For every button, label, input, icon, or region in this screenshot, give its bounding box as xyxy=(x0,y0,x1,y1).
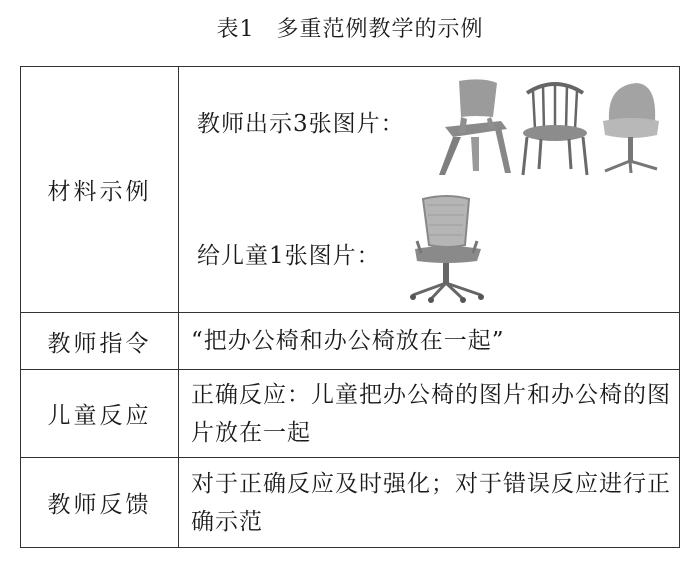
row-label-materials: 材料示例 xyxy=(21,67,179,313)
row-label-instruction: 教师指令 xyxy=(21,313,179,370)
swivel-lounge-chair-icon xyxy=(597,81,663,175)
instruction-cell: “把办公椅和办公椅放在一起” xyxy=(179,313,680,370)
caption-title: 多重范例教学的示例 xyxy=(276,17,484,42)
table-row xyxy=(21,67,680,313)
feedback-cell: 对于正确反应及时强化；对于错误反应进行正确示范 xyxy=(179,458,680,548)
wooden-windsor-chair-icon xyxy=(519,75,591,177)
row-label-child-response: 儿童反应 xyxy=(21,370,179,458)
materials-cell xyxy=(179,67,680,313)
plastic-chair-icon xyxy=(431,77,515,177)
row-label-feedback: 教师反馈 xyxy=(21,458,179,548)
table-row xyxy=(21,458,680,548)
office-chair-icon xyxy=(407,193,487,303)
table-caption xyxy=(0,12,700,43)
example-table xyxy=(20,66,680,548)
table-row xyxy=(21,370,680,458)
child-given-text: 给儿童1张图片： xyxy=(197,243,381,269)
table-row xyxy=(21,313,680,370)
teacher-shows-text: 教师出示3张图片： xyxy=(197,111,405,137)
caption-number: 表1 xyxy=(216,17,255,42)
child-response-cell: 正确反应：儿童把办公椅的图片和办公椅的图片放在一起 xyxy=(179,370,680,458)
